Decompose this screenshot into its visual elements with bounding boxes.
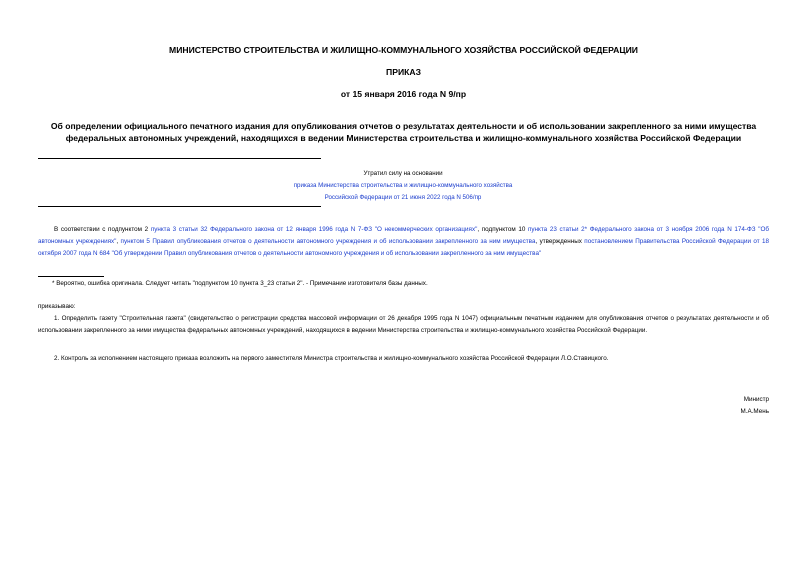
preamble-text: В соответствии с подпунктом 2: [54, 226, 151, 233]
law-7fz-link[interactable]: пункта 3 статьи 32 Федерального закона от 12 января 1996 года N 7-ФЗ "О некоммерческих организациях": [150, 226, 478, 233]
signature-name: М.А.Мень: [740, 408, 769, 415]
document-title: [30, 120, 777, 144]
title-line-2: федеральных автономных учреждений, находящихся в ведении Министерства строительства и жилищно-коммунального хозяйства Российской Федерации: [65, 133, 742, 143]
document-type: ПРИКАЗ: [386, 67, 421, 77]
order-word: приказываю:: [38, 303, 76, 310]
order-item-1: 1. Определить газету "Строительная газета" (свидетельство о регистрации средства массовой информации от 26 декабря 1995 года N 1047) официальным печатным изданием для опубликования отчетов о результатах деятельности и об использовании закрепленного за ними имущества федеральных автономных учреждений, находящихся в ведении Министерства строительства и жилищно-коммунального хозяйства Российской Федерации.: [38, 315, 769, 334]
notice-divider: [38, 206, 321, 207]
repeal-notice-text: Утратил силу на основании: [363, 170, 443, 177]
ministry-name: МИНИСТЕРСТВО СТРОИТЕЛЬСТВА И ЖИЛИЩНО-КОММУНАЛЬНОГО ХОЗЯЙСТВА РОССИЙСКОЙ ФЕДЕРАЦИИ: [169, 45, 638, 55]
resolution-684-link[interactable]: постановлением Правительства Российской Федерации от 18 октября 2007 года N 684 "Об утверждении Правил опубликования отчетов о деятельности автономного учреждения и об использовании закрепленного за ним имущества": [38, 238, 769, 257]
preamble-paragraph: [38, 224, 769, 260]
law-174fz-link[interactable]: пункта 23 статьи 2* Федерального закона от 3 ноября 2006 года N 174-ФЗ "Об автономных учреждениях": [38, 226, 769, 245]
footnote-divider: [38, 276, 104, 277]
preamble-text: , утвержденных: [535, 238, 585, 245]
title-line-1: Об определении официального печатного издания для опубликования отчетов о результатах деятельности и об использовании закрепленного за ними имущества: [50, 121, 757, 131]
title-divider: [38, 158, 321, 159]
preamble-text: ,: [116, 238, 121, 245]
footnote: * Вероятно, ошибка оригинала. Следует читать "подпунктом 10 пункта 3_23 статьи 2". - Примечание изготовителя базы данных.: [52, 280, 428, 287]
preamble-text: , подпунктом 10: [477, 226, 528, 233]
order-item-2: 2. Контроль за исполнением настоящего приказа возложить на первого заместителя Министра строительства и жилищно-коммунального хозяйства Российской Федерации Л.О.Ставицкого.: [54, 355, 609, 362]
repeal-order-link-date[interactable]: Российской Федерации от 21 июня 2022 года N 506/пр: [324, 194, 482, 201]
repeal-order-link[interactable]: приказа Министерства строительства и жилищно-коммунального хозяйства: [293, 182, 513, 189]
repeal-notice: [228, 168, 578, 204]
document-date-number: от 15 января 2016 года N 9/пр: [340, 89, 467, 99]
signature-position: Министр: [743, 396, 769, 403]
rules-item5-link[interactable]: пунктом 5 Правил опубликования отчетов о деятельности автономного учреждения и об использовании закрепленного за ним имущества: [120, 238, 536, 245]
